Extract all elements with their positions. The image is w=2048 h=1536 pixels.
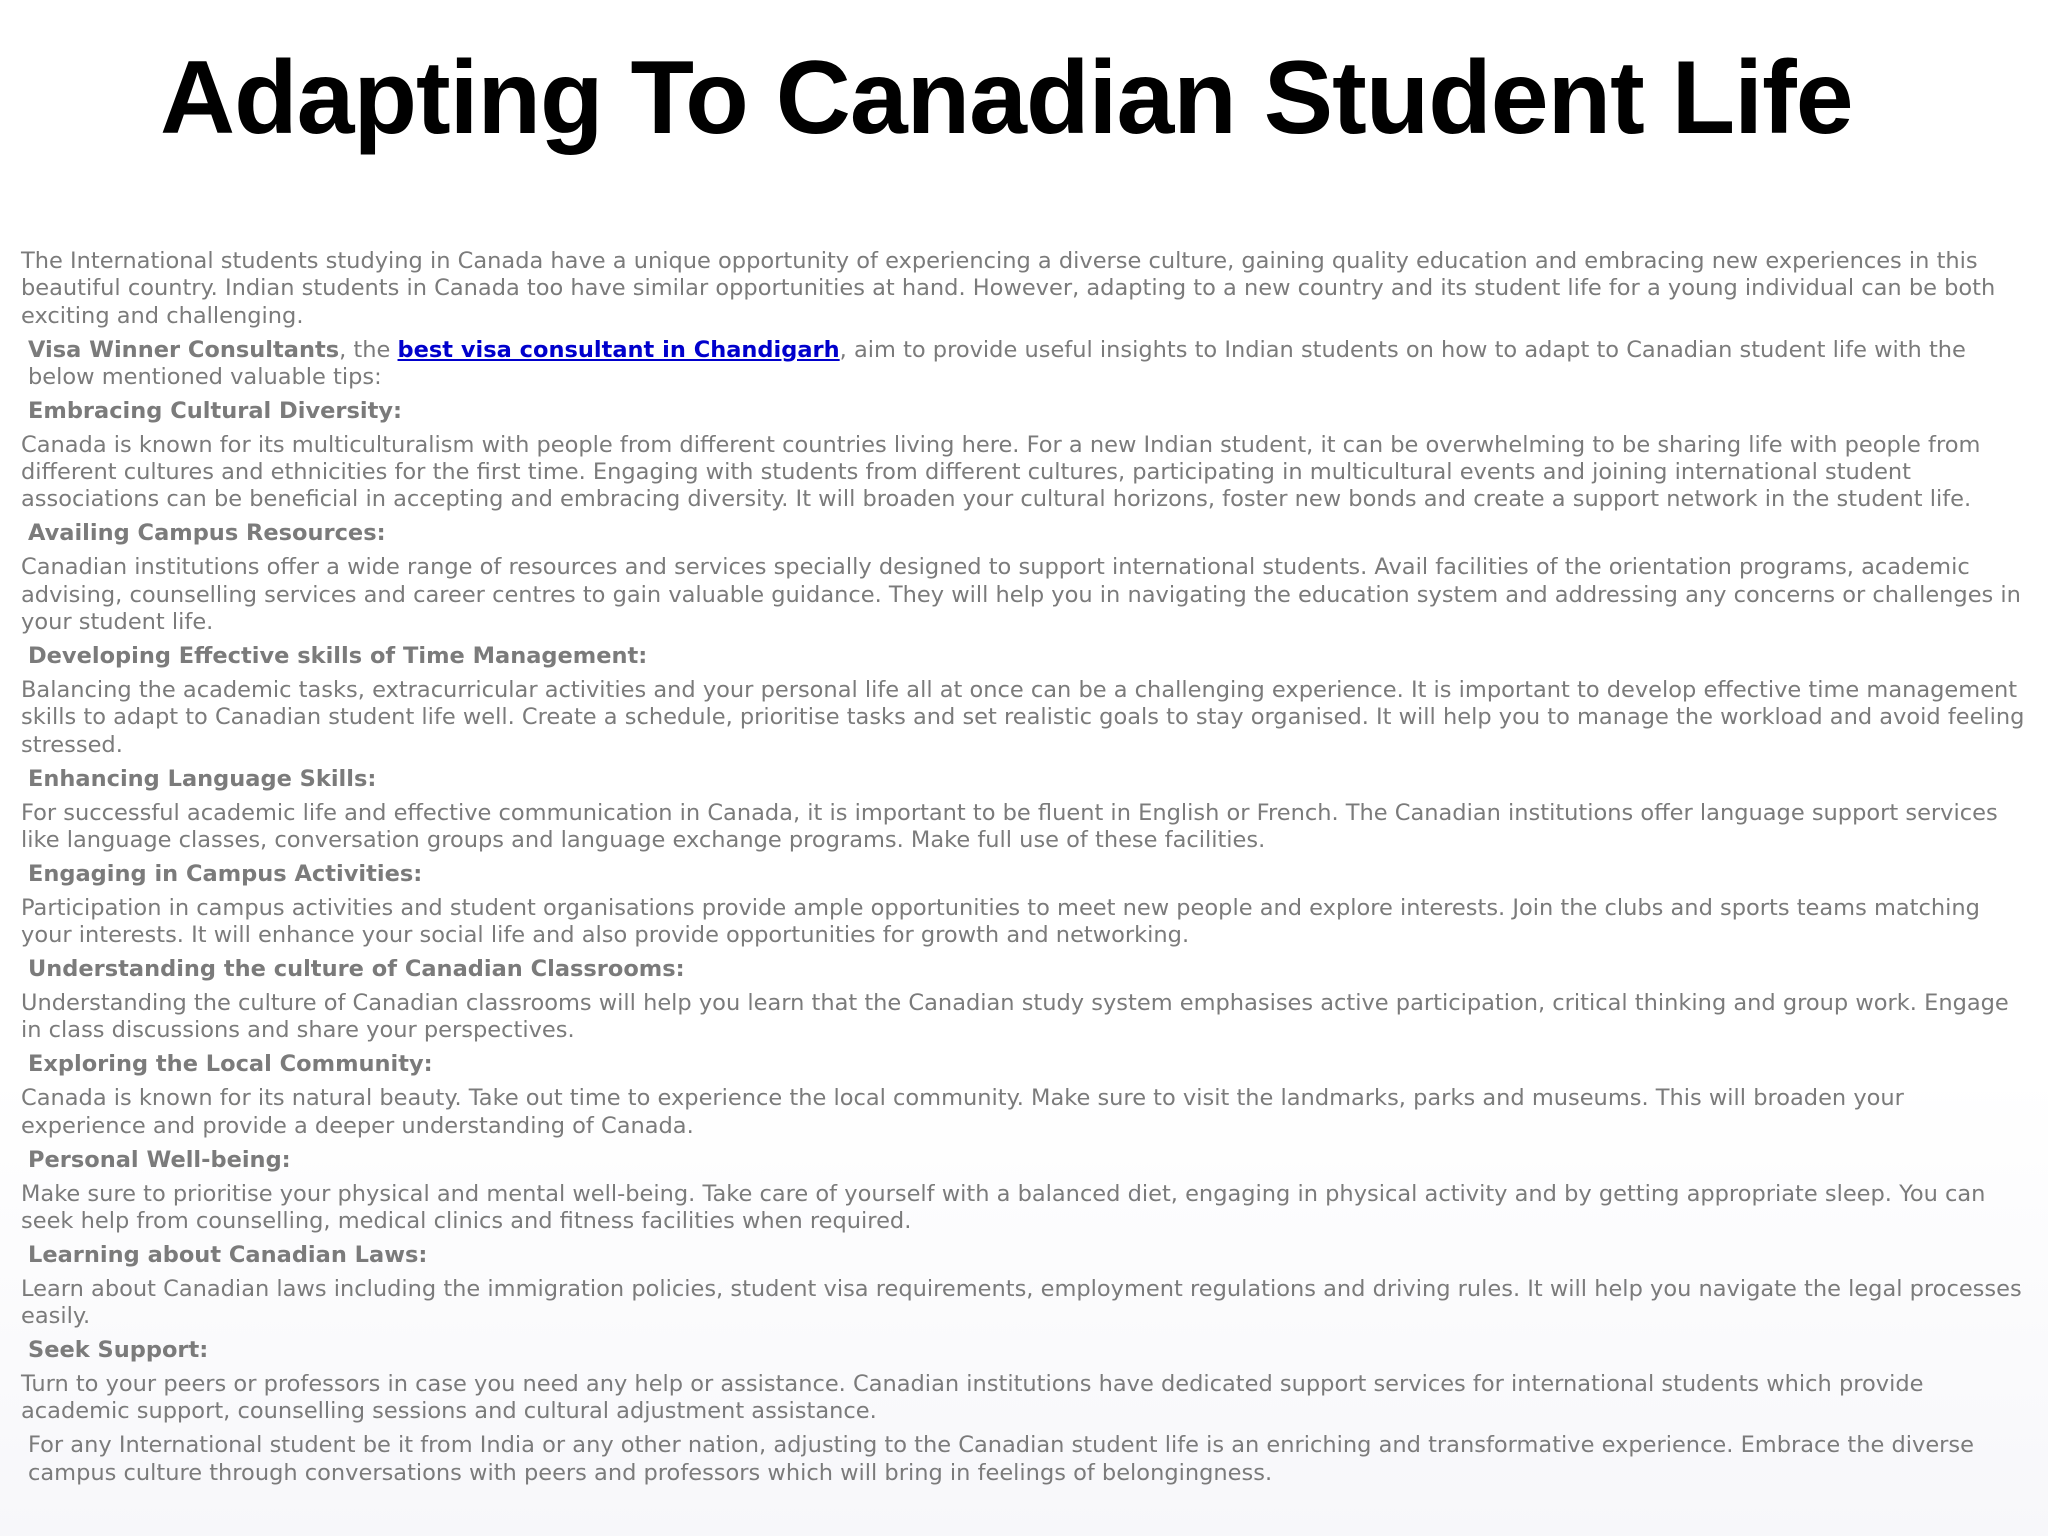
- section-text-canadian-laws: Learn about Canadian laws including the immigration policies, student visa requirements, employment regulations and driving rules. It will help you navigate the legal processes easily.: [21, 1275, 2022, 1330]
- section-heading-local-community: Exploring the Local Community:: [28, 1051, 433, 1078]
- section-text-cultural-diversity: Canada is known for its multiculturalism with people from different countries living here. For a new Indian student, it can be overwhelming to be sharing life with people from different cultures and ethnicities for the first time. Engaging with students from different cultures, participating in multicultural events and joining international student associations can be beneficial in accepting and embracing diversity. It will broaden your cultural horizons, foster new bonds and create a support network in the student life.: [21, 431, 1981, 513]
- article-body: [21, 248, 2031, 1494]
- section-text-time-management: Balancing the academic tasks, extracurricular activities and your personal life all at once can be a challenging experience. It is important to develop effective time management skills to adapt to Canadian student life well. Create a schedule, prioritise tasks and set realistic goals to stay organised. It will help you to manage the workload and avoid feeling stressed.: [21, 676, 2025, 758]
- section-text-personal-well-being: Make sure to prioritise your physical and mental well-being. Take care of yourself with a balanced diet, engaging in physical activity and by getting appropriate sleep. You can seek help from counselling, medical clinics and fitness facilities when required.: [21, 1180, 1986, 1234]
- section-heading-personal-well-being: Personal Well-being:: [28, 1146, 291, 1173]
- section-heading-language-skills: Enhancing Language Skills:: [28, 765, 377, 792]
- section-text-campus-resources: Canadian institutions offer a wide range of resources and services specially designed to support international students. Avail facilities of the orientation programs, academic advising, counselling services and career centres to gain valuable guidance. They will help you in navigating the education system and addressing any concerns or challenges in your student life.: [21, 554, 2021, 635]
- consultant-paragraph: [21, 337, 2031, 392]
- section-heading-canadian-classrooms: Understanding the culture of Canadian Classrooms:: [28, 956, 685, 983]
- consultant-rest-text: , aim to provide useful insights to Indian students on how to adapt to Canadian student life with the below mentioned valuable tips:: [28, 336, 1966, 390]
- section-heading-canadian-laws: Learning about Canadian Laws:: [28, 1241, 428, 1268]
- section-text-local-community: Canada is known for its natural beauty. Take out time to experience the local community. Make sure to visit the landmarks, parks and museums. This will broaden your experience and provide a deeper understanding of Canada.: [21, 1085, 1904, 1139]
- page-title: Adapting To Canadian Student Life: [160, 40, 1853, 156]
- conclusion-paragraph: For any International student be it from India or any other nation, adjusting to the Canadian student life is an enriching and transformative experience. Embrace the diverse campus culture through conversations with peers and professors which will bring in feelings of belongingness.: [28, 1432, 1974, 1486]
- section-heading-campus-activities: Engaging in Campus Activities:: [28, 860, 423, 887]
- section-heading-campus-resources: Availing Campus Resources:: [28, 520, 386, 547]
- section-heading-seek-support: Seek Support:: [28, 1337, 209, 1364]
- section-text-canadian-classrooms: Understanding the culture of Canadian classrooms will help you learn that the Canadian study system emphasises active participation, critical thinking and group work. Engage in class discussions and share your perspectives.: [21, 990, 2009, 1044]
- section-text-seek-support: Turn to your peers or professors in case you need any help or assistance. Canadian institutions have dedicated support services for international students which provide academic support, counselling sessions and cultural adjustment assistance.: [21, 1371, 1924, 1425]
- company-name: Visa Winner Consultants: [28, 336, 340, 363]
- section-text-campus-activities: Participation in campus activities and student organisations provide ample opportunities to meet new people and explore interests. Join the clubs and sports teams matching your interests. It will enhance your social life and also provide opportunities for growth and networking.: [21, 894, 1980, 949]
- section-heading-cultural-diversity: Embracing Cultural Diversity:: [28, 397, 402, 424]
- intro-paragraph: The International students studying in Canada have a unique opportunity of experiencing a diverse culture, gaining quality education and embracing new experiences in this beautiful country. Indian students in Canada too have similar opportunities at hand. However, adapting to a new country and its student life for a young individual can be both exciting and challenging.: [21, 248, 1996, 329]
- section-text-language-skills: For successful academic life and effective communication in Canada, it is important to be fluent in English or French. The Canadian institutions offer language support services like language classes, conversation groups and language exchange programs. Make full use of these facilities.: [21, 799, 1998, 853]
- section-heading-time-management: Developing Effective skills of Time Management:: [28, 642, 648, 669]
- consultant-link[interactable]: best visa consultant in Chandigarh: [397, 336, 840, 363]
- connector-text: , the: [339, 336, 398, 363]
